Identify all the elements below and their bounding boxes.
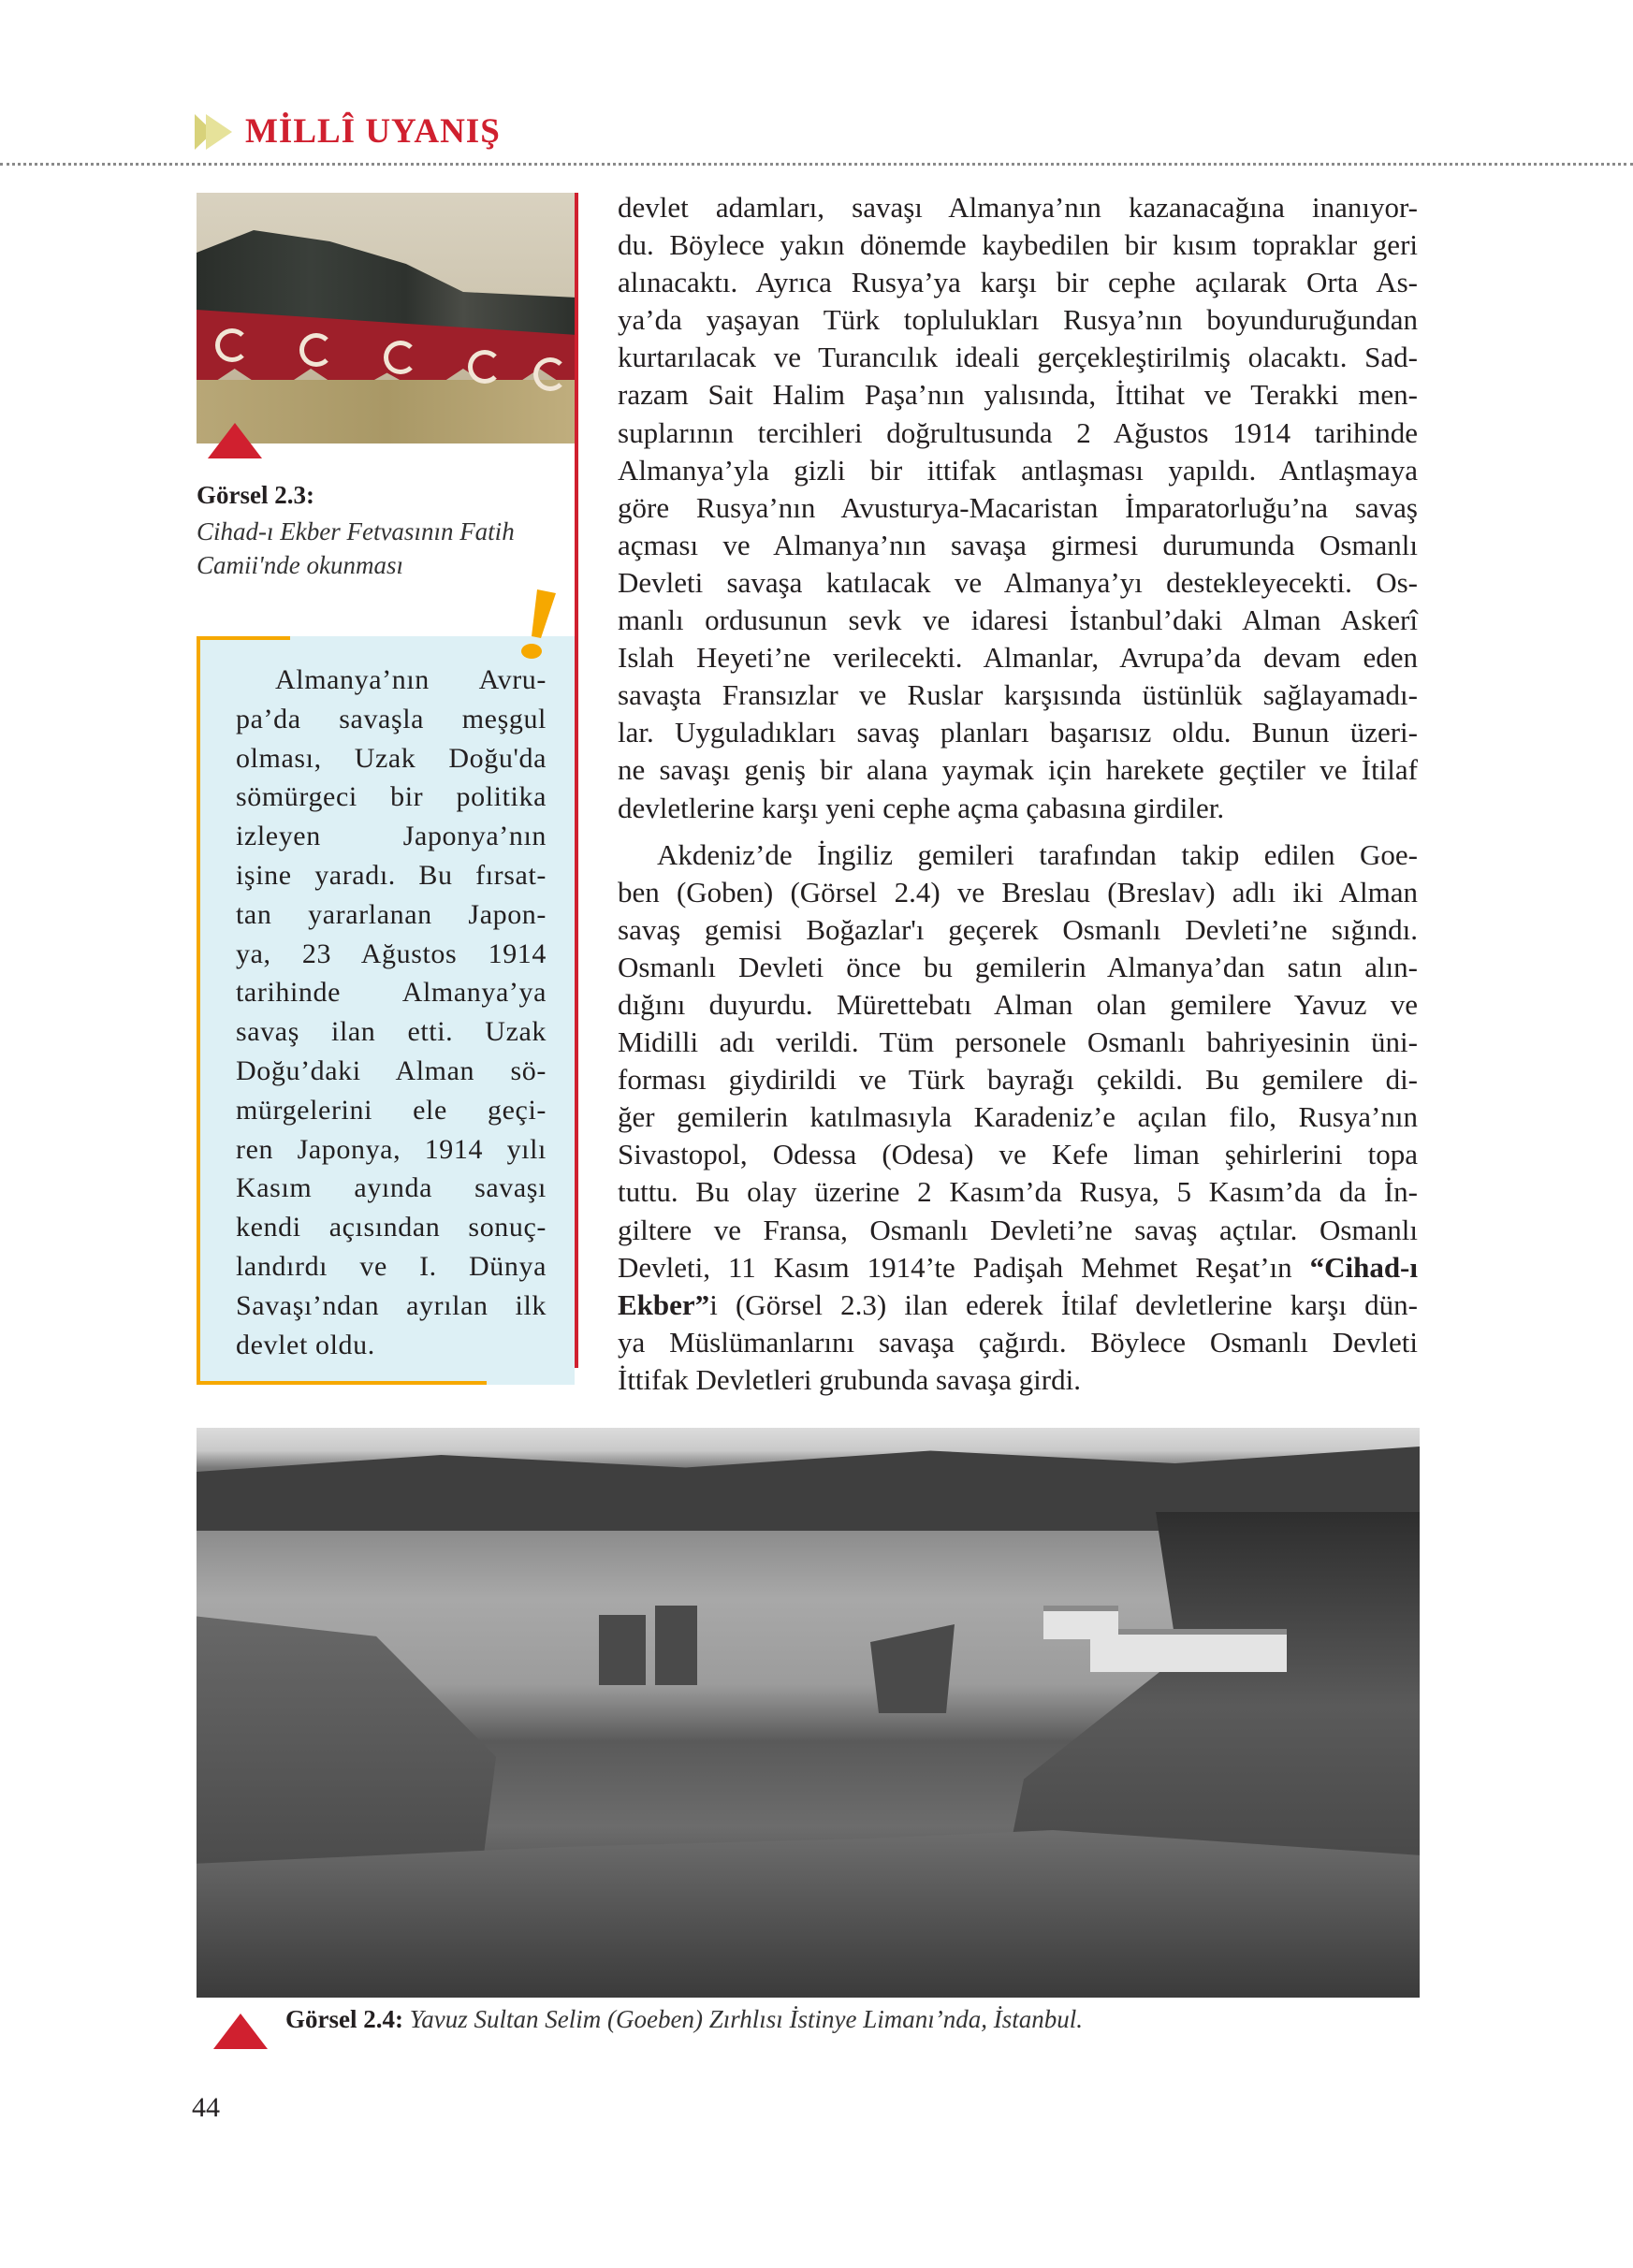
figure-2-3-caption [197,515,571,582]
text-line [618,986,1418,1024]
figure-2-3-photo [197,193,577,443]
bold-term: Ekber” [618,1287,710,1321]
text-line: Almanya’yla gizli bir ittifak antlaşması yapıldı. Antlaşmaya [618,453,1418,487]
text-line [618,1061,1418,1098]
text-segment: dığını duyurdu. Mürettebatı Alman olan gemilere Yavuz ve [618,987,1418,1021]
info-box-line: olması, Uzak Doğu'da [236,742,547,774]
text-line: kurtarılacak ve Turancılık ideali gerçekleştirilmiş olacaktı. Sad- [618,341,1418,374]
text-line [618,911,1418,949]
info-box-line: landırdı ve I. Dünya [236,1250,547,1282]
text-segment: ğer gemilerin katılmasıyla Karadeniz’e açılan filo, Rusya’nın [618,1100,1418,1134]
info-box-line: savaş ilan etti. Uzak [236,1016,547,1048]
caption-line: Cihad-ı Ekber Fetvasının Fatih [197,517,515,545]
text-line [618,1212,1418,1249]
info-box-line: izleyen Japonya’nın [236,821,547,852]
info-box-line: tan yararlanan Japon- [236,898,547,930]
text-line: ne savaşı geniş bir alana yaymak için harekete geçtiler ve İtilaf [618,753,1418,787]
page-number: 44 [192,2092,220,2123]
text-line: suplarının tercihleri doğrultusunda 2 Ağustos 1914 tarihinde [618,415,1418,449]
text-segment: Osmanlı Devleti önce bu gemilerin Almanya’dan satın alın- [618,950,1418,983]
text-segment: i (Görsel 2.3) ilan ederek İtilaf devletlerine karşı dün- [709,1287,1418,1321]
figure-2-4-photo [197,1428,1420,1998]
figure-2-4-label: Görsel 2.4: [285,2005,403,2033]
info-box-line: Almanya’nın Avru- [275,664,547,695]
text-segment: Midilli adı verildi. Tüm personele Osmanlı bahriyesinin üni- [618,1025,1418,1059]
text-line: du. Böylece yakın dönemde kaybedilen bir kısım topraklar geri [618,228,1418,262]
text-segment: Akdeniz’de İngiliz gemileri tarafından takip edilen Goe- [657,837,1418,871]
text-line [618,874,1418,911]
text-segment: tuttu. Bu olay üzerine 2 Kasım’da Rusya, 5 Kasım’da da İn- [618,1175,1418,1209]
text-segment: savaş gemisi Boğazlar'ı geçerek Osmanlı Devleti’ne sığındı. [618,912,1418,946]
info-box-line: Kasım ayında savaşı [236,1172,547,1204]
info-box-line: kendi açısından sonuç- [236,1212,547,1243]
text-line: alınacaktı. Ayrıca Rusya’ya karşı bir cephe açılarak Orta As- [618,266,1418,299]
exclamation-icon [517,588,560,662]
text-line [618,1249,1418,1287]
paragraph [618,836,1418,1399]
text-segment: Sivastopol, Odessa (Odesa) ve Kefe liman şehirlerini topa [618,1138,1418,1171]
info-box-line: devlet oldu. [236,1329,375,1360]
text-line [618,1098,1418,1136]
text-line: manlı ordusunun sevk ve idaresi İstanbul’daki Alman Askerî [618,603,1418,637]
text-line: ya’da yaşayan Türk toplulukları Rusya’nın boyunduruğundan [618,303,1418,337]
info-box-line: pa’da savaşla meşgul [236,703,547,734]
text-line [618,1324,1418,1361]
info-box-line: mürgelerini ele geçi- [236,1094,547,1126]
text-line: Islah Heyeti’ne verilecekti. Almanlar, Avrupa’da devam eden [618,641,1418,675]
text-line [618,1361,1418,1399]
chapter-arrow-icon [195,110,238,153]
figure-2-4-caption [285,2002,1083,2036]
main-text [618,189,1418,1399]
column-divider [575,193,578,1368]
text-segment: ben (Goben) (Görsel 2.4) ve Breslau (Breslav) adlı iki Alman [618,875,1418,909]
info-box-line: Doğu’daki Alman sö- [236,1054,547,1086]
text-line [618,1136,1418,1173]
text-line: göre Rusya’nın Avusturya-Macaristan İmparatorluğu’na savaş [618,490,1418,524]
text-segment: forması giydirildi ve Türk bayrağı çekildi. Bu gemilere di- [618,1063,1418,1097]
text-line: savaşta Fransızlar ve Ruslar karşısında üstünlük sağlayamadı- [618,678,1418,712]
info-box-text [236,661,547,1364]
bold-term: “Cihad-ı [1309,1250,1418,1284]
text-segment: Devleti, 11 Kasım 1914’te Padişah Mehmet Reşat’ın [618,1250,1310,1284]
header-divider [0,163,1633,166]
text-line: devletlerine karşı yeni cephe açma çabasına girdiler. [618,791,1225,824]
text-line [618,836,1418,874]
text-line: razam Sait Halim Paşa’nın yalısında, İttihat ve Terakki men- [618,378,1418,412]
text-line [618,1024,1418,1061]
chapter-title: MİLLÎ UYANIŞ [245,112,501,151]
text-segment: giltere ve Fransa, Osmanlı Devleti’ne savaş açtılar. Osmanlı [618,1213,1418,1246]
caption-line: Camii'nde okunması [197,551,404,579]
info-box-line: ya, 23 Ağustos 1914 [236,938,547,969]
text-line: lar. Uyguladıkları savaş planları başarısız oldu. Bunun üzeri- [618,716,1418,749]
info-box [197,636,575,1385]
text-line: devlet adamları, savaşı Almanya’nın kazanacağına inanıyor- [618,191,1418,224]
figure-marker-icon [208,423,262,458]
info-box-line: sömürgeci bir politika [236,781,547,813]
figure-2-4-caption-text: Yavuz Sultan Selim (Goeben) Zırhlısı İstinye Limanı’nda, İstanbul. [409,2005,1083,2033]
info-box-line: tarihinde Almanya’ya [236,977,547,1009]
text-line [618,949,1418,986]
info-box-line: Savaşı’ndan ayrılan ilk [236,1289,547,1321]
text-line [618,1173,1418,1211]
figure-marker-icon [213,2014,268,2049]
text-line [618,1287,1418,1324]
info-box-line: işine yaradı. Bu fırsat- [236,859,547,891]
text-line: açması ve Almanya’nın savaşa girmesi durumunda Osmanlı [618,528,1418,561]
text-segment: İttifak Devletleri grubunda savaşa girdi. [618,1362,1081,1396]
text-segment: ya Müslümanlarını savaşa çağırdı. Böylece Osmanlı Devleti [618,1325,1418,1359]
figure-2-3-label: Görsel 2.3: [197,481,314,509]
text-line: Devleti savaşa katılacak ve Almanya’yı destekleyecekti. Os- [618,565,1418,599]
paragraph [618,189,1418,827]
info-box-line: ren Japonya, 1914 yılı [236,1133,547,1165]
